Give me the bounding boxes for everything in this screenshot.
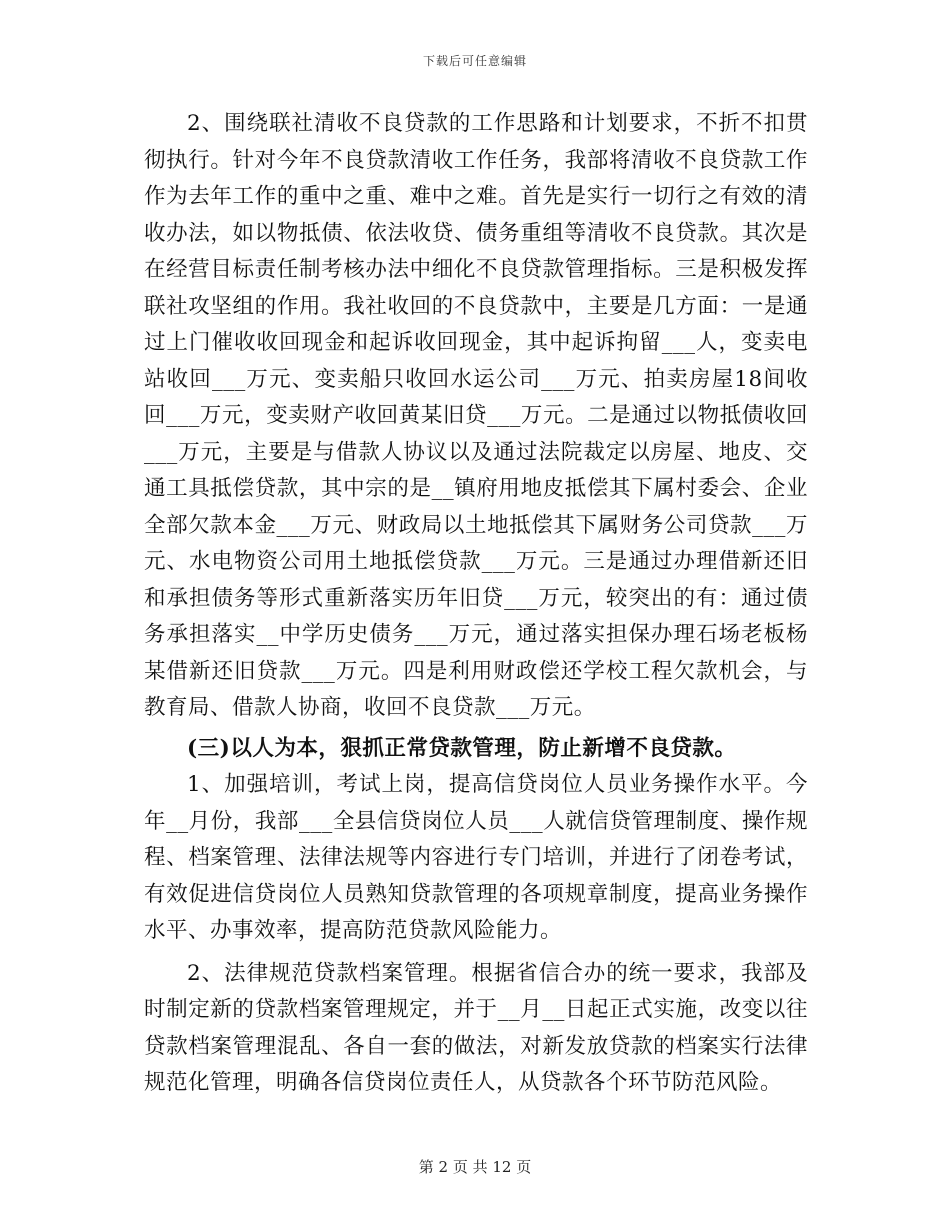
document-body	[144, 106, 808, 1102]
section-heading-3: (三)以人为本，狠抓正常贷款管理，防止新增不良贷款。	[187, 735, 737, 761]
paragraph-bad-loan-recovery: 2、围绕联社清收不良贷款的工作思路和计划要求，不折不扣贯彻执行。针对今年不良贷款清收工作任务，我部将清收不良贷款工作作为去年工作的重中之重、难中之难。首先是实行一切行之有效的清收办法，如以物抵债、依法收贷、债务重组等清收不良贷款。其次是在经营目标责任制考核办法中细化不良贷款管理指标。三是积极发挥联社攻坚组的作用。我社收回的不良贷款中，主要是几方面：一是通过上门催收收回现金和起诉收回现金，其中起诉拘留___人，变卖电站收回___万元、变卖船只收回水运公司___万元、拍卖房屋18间收回___万元，变卖财产收回黄某旧贷___万元。二是通过以物抵债收回___万元，主要是与借款人协议以及通过法院裁定以房屋、地皮、交通工具抵偿贷款，其中宗的是__镇府用地皮抵偿其下属村委会、企业全部欠款本金___万元、财政局以土地抵偿其下属财务公司贷款___万元、水电物资公司用土地抵偿贷款___万元。三是通过办理借新还旧和承担债务等形式重新落实历年旧贷___万元，较突出的有：通过债务承担落实__中学历史债务___万元，通过落实担保办理石场老板杨某借新还旧贷款___万元。四是利用财政偿还学校工程欠款机会，与教育局、借款人协商，收回不良贷款___万元。	[144, 111, 808, 720]
page-number: 第 2 页 共 12 页	[418, 1158, 532, 1176]
paragraph-training: 1、加强培训，考试上岗，提高信贷岗位人员业务操作水平。今年__月份，我部___全县信贷岗位人员___人就信贷管理制度、操作规程、档案管理、法律法规等内容进行专门培训，并进行了闭卷考试，有效促进信贷岗位人员熟知贷款管理的各项规章制度，提高业务操作水平、办事效率，提高防范贷款风险能力。	[144, 772, 808, 943]
page-header-note: 下载后可任意编辑	[422, 54, 527, 68]
paragraph-archive-management: 2、法律规范贷款档案管理。根据省信合办的统一要求，我部及时制定新的贷款档案管理规定，并于__月__日起正式实施，改变以往贷款档案管理混乱、各自一套的做法，对新发放贷款的档案实行法律规范化管理，明确各信贷岗位责任人，从贷款各个环节防范风险。	[144, 960, 808, 1095]
